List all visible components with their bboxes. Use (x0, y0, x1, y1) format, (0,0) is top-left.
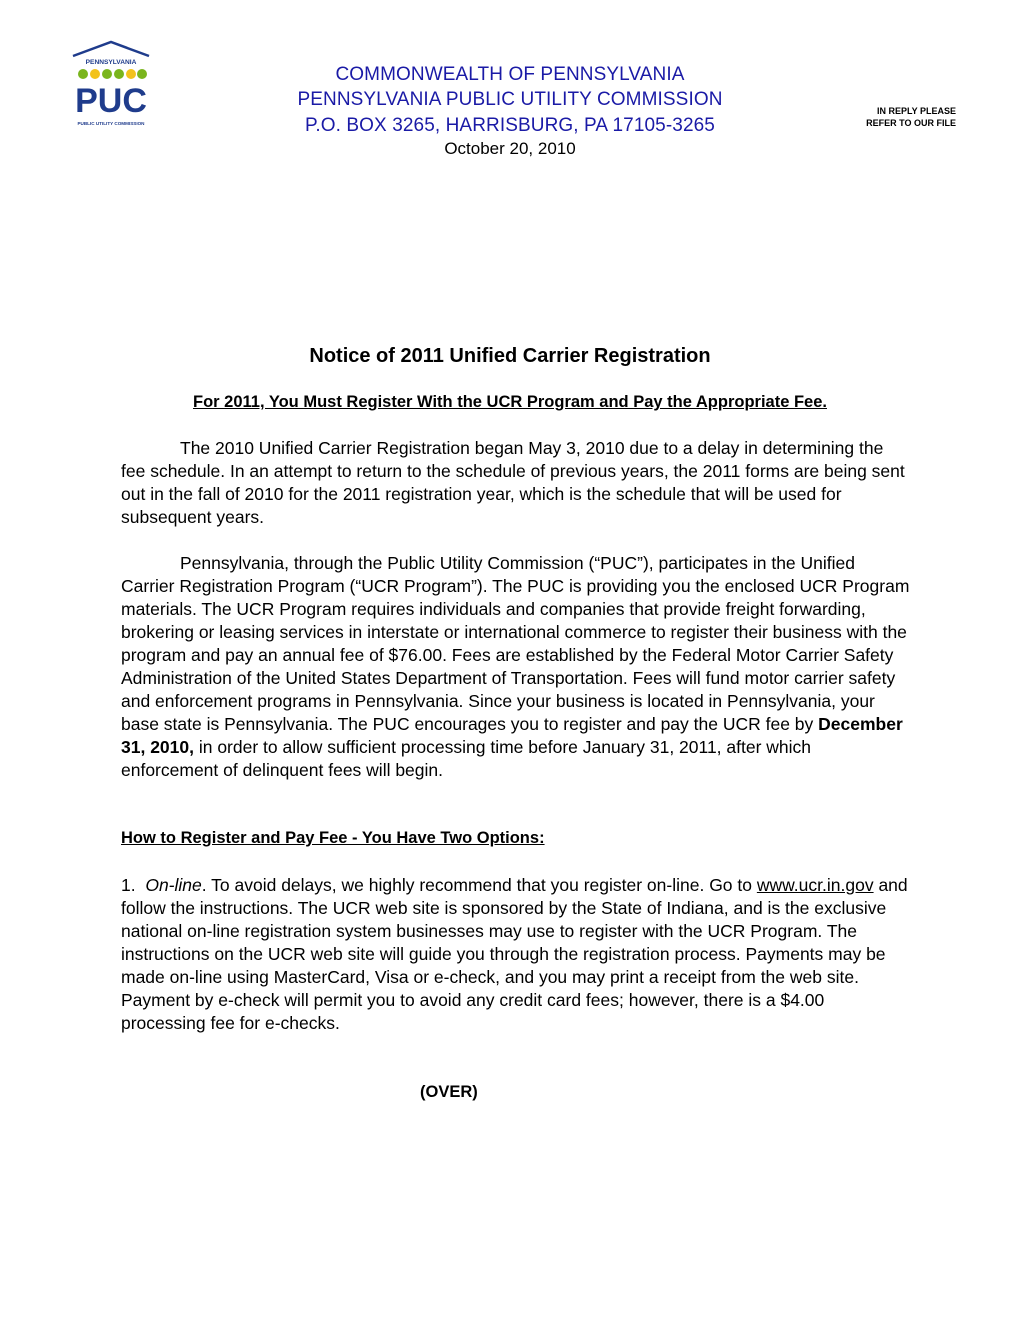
over-marker: (OVER) (420, 1083, 478, 1101)
ucr-website-link[interactable]: www.ucr.in.gov (756, 875, 874, 895)
option-1-text: . To avoid delays, we highly recommend that you register on-line. Go to (201, 875, 757, 895)
option-1-number: 1. (121, 875, 146, 895)
deadline-date: December 31, 2010, (121, 714, 903, 757)
logo-state-label: PENNSYLVANIA (85, 59, 137, 66)
notice-title: Notice of 2011 Unified Carrier Registration (309, 345, 711, 367)
option-1-label: On-line (145, 875, 202, 895)
header-line-1: COMMONWEALTH OF PENNSYLVANIA (335, 64, 685, 85)
logo-sub-label: PUBLIC UTILITY COMMISSION (77, 121, 145, 126)
section-heading: How to Register and Pay Fee - You Have Two Options: (121, 829, 545, 847)
reply-note (866, 105, 956, 129)
header-line-3: P.O. BOX 3265, HARRISBURG, PA 17105-3265 (305, 115, 715, 136)
reply-note-line-2: REFER TO OUR FILE (866, 118, 956, 128)
logo-abbr: PUC (75, 82, 147, 120)
paragraph-2-text-end: in order to allow sufficient processing time before January 31, 2011, after which enforcement of delinquent fees will begin. (121, 737, 812, 780)
notice-subtitle: For 2011, You Must Register With the UCR Program and Pay the Appropriate Fee. (192, 393, 827, 411)
roof-icon (73, 42, 149, 56)
reply-note-line-1: IN REPLY PLEASE (876, 106, 956, 116)
header-line-2: PENNSYLVANIA PUBLIC UTILITY COMMISSION (297, 89, 723, 110)
paragraph-2-text: Pennsylvania, through the Public Utility Commission (“PUC”), participates in the Unified Carrier Registration Program (“UCR Program”). The PUC is providing you the enclosed UCR Program materials. The UCR Program requires individuals and companies that provide freight forwarding, brokering or leasing services in interstate or international commerce to register their business with the program and pay an annual fee of $76.00. Fees are established by the Federal Motor Carrier Safety Administration of the United States Department of Transportation. Fees will fund motor carrier safety and enforcement programs in Pennsylvania. Since your business is located in Pennsylvania, your base state is Pennsylvania. The PUC encourages you to register and pay the UCR fee by (121, 553, 910, 734)
option-1-paragraph (121, 874, 911, 1035)
letter-date: October 20, 2010 (444, 139, 576, 158)
paragraph-1: The 2010 Unified Carrier Registration began May 3, 2010 due to a delay in determining the fee schedule. In an attempt to return to the schedule of previous years, the 2011 forms are being sent out in the fall of 2010 for the 2011 registration year, which is the schedule that will be used for subsequent years. (121, 438, 905, 527)
paragraph-2 (121, 552, 911, 782)
option-1-text-end: and follow the instructions. The UCR web site is sponsored by the State of Indiana, and is the exclusive national on-line registration system businesses may use to register with the UCR Program. The instructions on the UCR web site will guide you through the registration process. Payments may be made on-line using MasterCard, Visa or e-check, and you may print a receipt from the web site. Payment by e-check will permit you to avoid any credit card fees; however, there is a $4.00 processing fee for e-checks. (121, 875, 908, 1033)
